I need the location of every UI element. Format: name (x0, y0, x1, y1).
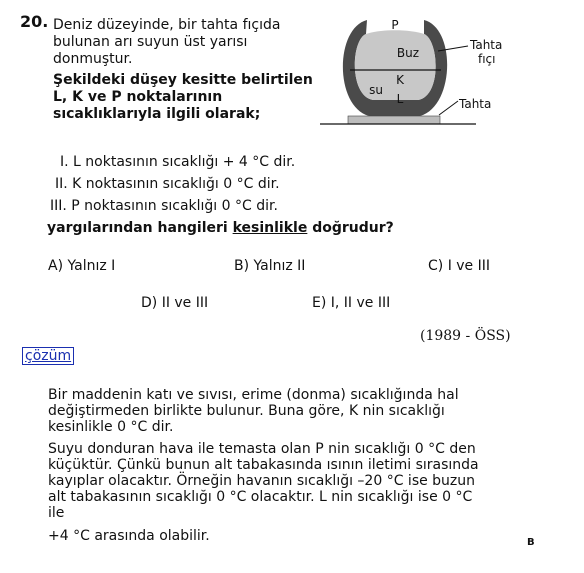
source-year: (1989 - ÖSS) (420, 328, 511, 344)
barrel-figure (318, 12, 518, 130)
label-buz: Buz (396, 46, 420, 60)
question-intro-line: bulunan arı suyun üst yarısı (53, 34, 248, 50)
question-bold-line: L, K ve P noktalarının (53, 89, 223, 105)
question-prompt-suffix: doğrudur? (307, 220, 394, 236)
option-c[interactable]: C) I ve III (428, 258, 491, 274)
solution-line: kayıplar olacaktır. Örneğin havanın sıcaklığı –20 °C ise buzun (48, 473, 476, 489)
label-k: K (396, 73, 404, 87)
plank-pointer (439, 101, 458, 115)
question-intro-line: donmuştur. (53, 51, 133, 67)
question-prompt-emphasis: kesinlikle (232, 220, 308, 236)
solution-line: ile (48, 505, 65, 521)
solution-line: +4 °C arasında olabilir. (48, 528, 210, 544)
label-tahta-fici-2: fıçı (478, 52, 496, 66)
statement-3: III. P noktasının sıcaklığı 0 °C dir. (50, 198, 278, 214)
question-number: 20. (20, 12, 49, 31)
question-prompt-prefix: yargılarından hangileri (47, 220, 233, 236)
label-tahta: Tahta (459, 97, 492, 111)
label-tahta-fici: Tahta (470, 38, 503, 52)
label-l: L (396, 92, 404, 106)
solution-button[interactable]: çözüm (22, 347, 74, 365)
solution-line: Suyu donduran hava ile temasta olan P nin sıcaklığı 0 °C den (48, 441, 476, 457)
label-p: P (391, 18, 399, 32)
solution-line: kesinlikle 0 °C dir. (48, 419, 174, 435)
solution-line: alt tabakasının sıcaklığı 0 °C olacaktır. L nin sıcaklığı ise 0 °C (48, 489, 473, 505)
question-prompt (47, 220, 394, 236)
base-plank (348, 116, 440, 124)
solution-line: değiştirmeden birlikte bulunur. Buna göre, K nin sıcaklığı (48, 403, 445, 419)
question-bold-line: Şekildeki düşey kesitte belirtilen (53, 72, 313, 88)
option-a[interactable]: A) Yalnız I (48, 258, 116, 274)
label-su: su (369, 83, 383, 97)
question-intro-line: Deniz düzeyinde, bir tahta fıçıda (53, 17, 281, 33)
option-e[interactable]: E) I, II ve III (312, 295, 391, 311)
statement-2: II. K noktasının sıcaklığı 0 °C dir. (55, 176, 280, 192)
option-d[interactable]: D) II ve III (141, 295, 209, 311)
answer-mark: B (527, 537, 535, 548)
barrel-contents-shape (355, 30, 436, 100)
statement-1: I. L noktasının sıcaklığı + 4 °C dir. (60, 154, 296, 170)
option-b[interactable]: B) Yalnız II (234, 258, 306, 274)
solution-line: küçüktür. Çünkü bunun alt tabakasında ısının iletimi sırasında (48, 457, 479, 473)
question-bold-line: sıcaklıklarıyla ilgili olarak; (53, 106, 261, 122)
solution-line: Bir maddenin katı ve sıvısı, erime (donma) sıcaklığında hal (48, 387, 459, 403)
